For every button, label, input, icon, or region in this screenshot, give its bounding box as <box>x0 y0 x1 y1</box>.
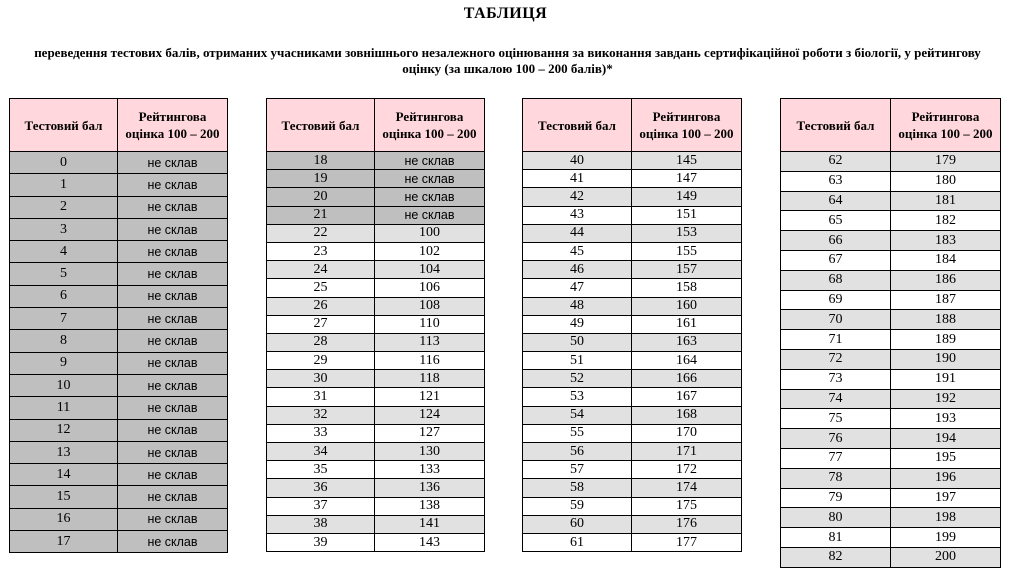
rating-cell: 127 <box>375 424 485 442</box>
header-test-score: Тестовий бал <box>781 99 891 152</box>
table-row <box>10 263 228 285</box>
table-row <box>523 297 742 315</box>
rating-cell: 121 <box>375 388 485 406</box>
table-row <box>781 290 1001 310</box>
table-row <box>10 241 228 263</box>
table-row <box>523 388 742 406</box>
test-score-cell: 60 <box>523 515 632 533</box>
table-row <box>10 196 228 218</box>
test-score-cell: 53 <box>523 388 632 406</box>
test-score-cell: 62 <box>781 152 891 172</box>
test-score-cell: 36 <box>267 479 375 497</box>
table-row <box>267 424 485 442</box>
test-score-cell: 80 <box>781 508 891 528</box>
rating-cell: 118 <box>375 370 485 388</box>
rating-cell: 187 <box>891 290 1001 310</box>
table-row <box>10 218 228 240</box>
rating-cell: 100 <box>375 224 485 242</box>
rating-cell: 145 <box>632 152 742 170</box>
table-row <box>781 528 1001 548</box>
test-score-cell: 2 <box>10 196 118 218</box>
test-score-cell: 78 <box>781 468 891 488</box>
test-score-cell: 81 <box>781 528 891 548</box>
rating-cell: не склав <box>118 419 228 441</box>
table-row <box>267 297 485 315</box>
test-score-cell: 76 <box>781 429 891 449</box>
table-row <box>267 333 485 351</box>
document-title: ТАБЛИЦЯ <box>463 5 548 22</box>
header-test-score: Тестовий бал <box>10 99 118 152</box>
table-row <box>781 231 1001 251</box>
rating-cell: 102 <box>375 242 485 260</box>
table-row <box>523 515 742 533</box>
table-row <box>523 279 742 297</box>
table-row <box>523 533 742 551</box>
test-score-cell: 58 <box>523 479 632 497</box>
rating-cell: не склав <box>118 397 228 419</box>
table-row <box>781 369 1001 389</box>
rating-cell: 110 <box>375 315 485 333</box>
table-row <box>781 270 1001 290</box>
test-score-cell: 32 <box>267 406 375 424</box>
test-score-cell: 74 <box>781 389 891 409</box>
test-score-cell: 61 <box>523 533 632 551</box>
test-score-cell: 12 <box>10 419 118 441</box>
rating-cell: 186 <box>891 270 1001 290</box>
rating-cell: 196 <box>891 468 1001 488</box>
test-score-cell: 38 <box>267 515 375 533</box>
test-score-cell: 4 <box>10 241 118 263</box>
test-score-cell: 24 <box>267 261 375 279</box>
rating-cell: 183 <box>891 231 1001 251</box>
rating-cell: не склав <box>375 206 485 224</box>
table-row <box>267 152 485 170</box>
test-score-cell: 59 <box>523 497 632 515</box>
test-score-cell: 18 <box>267 152 375 170</box>
table-row <box>10 464 228 486</box>
test-score-cell: 29 <box>267 352 375 370</box>
rating-cell: не склав <box>118 308 228 330</box>
test-score-cell: 47 <box>523 279 632 297</box>
table-row <box>10 441 228 463</box>
rating-cell: не склав <box>118 531 228 553</box>
table-row <box>267 206 485 224</box>
table-row <box>10 419 228 441</box>
table-row <box>523 188 742 206</box>
rating-cell: 174 <box>632 479 742 497</box>
table-row <box>523 406 742 424</box>
table-row <box>10 352 228 374</box>
table-row <box>781 547 1001 567</box>
rating-cell: 194 <box>891 429 1001 449</box>
header-test-score: Тестовий бал <box>523 99 632 152</box>
table-row <box>781 250 1001 270</box>
test-score-cell: 34 <box>267 443 375 461</box>
table-row <box>267 479 485 497</box>
rating-cell: не склав <box>118 352 228 374</box>
rating-cell: 166 <box>632 370 742 388</box>
rating-cell: не склав <box>375 170 485 188</box>
table-row <box>523 370 742 388</box>
rating-cell: не склав <box>118 152 228 174</box>
table-row <box>267 242 485 260</box>
test-score-cell: 50 <box>523 333 632 351</box>
header-rating: Рейтингова оцінка 100 – 200 <box>118 99 228 152</box>
rating-cell: не склав <box>118 196 228 218</box>
test-score-cell: 13 <box>10 441 118 463</box>
test-score-cell: 49 <box>523 315 632 333</box>
table-row <box>781 171 1001 191</box>
rating-cell: не склав <box>118 285 228 307</box>
test-score-cell: 25 <box>267 279 375 297</box>
table-row <box>267 497 485 515</box>
test-score-cell: 68 <box>781 270 891 290</box>
test-score-cell: 45 <box>523 242 632 260</box>
rating-cell: 175 <box>632 497 742 515</box>
table-row <box>267 224 485 242</box>
table-row <box>267 370 485 388</box>
test-score-cell: 21 <box>267 206 375 224</box>
test-score-cell: 48 <box>523 297 632 315</box>
test-score-cell: 37 <box>267 497 375 515</box>
test-score-cell: 77 <box>781 448 891 468</box>
table-row <box>267 461 485 479</box>
test-score-cell: 16 <box>10 508 118 530</box>
table-row <box>523 242 742 260</box>
rating-cell: 164 <box>632 352 742 370</box>
rating-cell: не склав <box>118 241 228 263</box>
test-score-cell: 19 <box>267 170 375 188</box>
rating-cell: 180 <box>891 171 1001 191</box>
rating-cell: 199 <box>891 528 1001 548</box>
test-score-cell: 70 <box>781 310 891 330</box>
rating-cell: не склав <box>118 374 228 396</box>
rating-cell: 149 <box>632 188 742 206</box>
rating-cell: 106 <box>375 279 485 297</box>
rating-cell: 170 <box>632 424 742 442</box>
rating-cell: не склав <box>375 188 485 206</box>
test-score-cell: 56 <box>523 443 632 461</box>
table-row <box>10 531 228 553</box>
rating-cell: 116 <box>375 352 485 370</box>
rating-cell: 168 <box>632 406 742 424</box>
rating-cell: 147 <box>632 170 742 188</box>
test-score-cell: 39 <box>267 533 375 551</box>
rating-cell: не склав <box>118 330 228 352</box>
rating-cell: 108 <box>375 297 485 315</box>
rating-cell: 124 <box>375 406 485 424</box>
rating-cell: 184 <box>891 250 1001 270</box>
test-score-cell: 57 <box>523 461 632 479</box>
table-row <box>267 352 485 370</box>
test-score-cell: 27 <box>267 315 375 333</box>
rating-cell: не склав <box>375 152 485 170</box>
table-row <box>10 374 228 396</box>
test-score-cell: 35 <box>267 461 375 479</box>
header-rating: Рейтингова оцінка 100 – 200 <box>375 99 485 152</box>
test-score-cell: 17 <box>10 531 118 553</box>
rating-cell: 158 <box>632 279 742 297</box>
test-score-cell: 23 <box>267 242 375 260</box>
table-row <box>10 330 228 352</box>
test-score-cell: 44 <box>523 224 632 242</box>
rating-cell: 171 <box>632 443 742 461</box>
table-row <box>523 152 742 170</box>
rating-cell: 113 <box>375 333 485 351</box>
rating-cell: 193 <box>891 409 1001 429</box>
table-row <box>523 315 742 333</box>
rating-cell: 181 <box>891 191 1001 211</box>
table-row <box>267 406 485 424</box>
table-row <box>781 508 1001 528</box>
rating-cell: 198 <box>891 508 1001 528</box>
test-score-cell: 67 <box>781 250 891 270</box>
table-row <box>10 174 228 196</box>
rating-cell: 155 <box>632 242 742 260</box>
table-row <box>523 170 742 188</box>
rating-cell: 153 <box>632 224 742 242</box>
test-score-cell: 52 <box>523 370 632 388</box>
test-score-cell: 65 <box>781 211 891 231</box>
table-row <box>10 508 228 530</box>
rating-cell: 163 <box>632 333 742 351</box>
table-row <box>523 261 742 279</box>
rating-cell: не склав <box>118 218 228 240</box>
table-row <box>781 310 1001 330</box>
test-score-cell: 72 <box>781 349 891 369</box>
table-row <box>523 424 742 442</box>
rating-cell: 157 <box>632 261 742 279</box>
rating-cell: 189 <box>891 330 1001 350</box>
rating-cell: 104 <box>375 261 485 279</box>
rating-cell: 179 <box>891 152 1001 172</box>
rating-cell: 138 <box>375 497 485 515</box>
table-row <box>523 461 742 479</box>
header-rating: Рейтингова оцінка 100 – 200 <box>891 99 1001 152</box>
test-score-cell: 3 <box>10 218 118 240</box>
test-score-cell: 40 <box>523 152 632 170</box>
test-score-cell: 6 <box>10 285 118 307</box>
rating-cell: 151 <box>632 206 742 224</box>
test-score-cell: 82 <box>781 547 891 567</box>
table-row <box>267 515 485 533</box>
test-score-cell: 31 <box>267 388 375 406</box>
rating-cell: 177 <box>632 533 742 551</box>
table-row <box>523 443 742 461</box>
document-subtitle: переведення тестових балів, отриманих учасниками зовнішнього незалежного оцінювання за виконання завдань сертифікаційної роботи з біології, у рейтингову оцінку (за шкалою 100 – 200 балів)* <box>34 45 981 76</box>
table-row <box>781 211 1001 231</box>
table-row <box>267 261 485 279</box>
rating-cell: не склав <box>118 464 228 486</box>
table-row <box>267 443 485 461</box>
table-row <box>781 349 1001 369</box>
table-row <box>781 488 1001 508</box>
table-row <box>781 429 1001 449</box>
score-table-1 <box>9 98 228 553</box>
rating-cell: 133 <box>375 461 485 479</box>
table-row <box>781 389 1001 409</box>
test-score-cell: 71 <box>781 330 891 350</box>
table-row <box>523 479 742 497</box>
table-row <box>523 206 742 224</box>
table-row <box>523 352 742 370</box>
test-score-cell: 8 <box>10 330 118 352</box>
test-score-cell: 28 <box>267 333 375 351</box>
table-row <box>781 330 1001 350</box>
test-score-cell: 26 <box>267 297 375 315</box>
rating-cell: 197 <box>891 488 1001 508</box>
table-row <box>781 191 1001 211</box>
table-row <box>267 188 485 206</box>
test-score-cell: 46 <box>523 261 632 279</box>
rating-cell: не склав <box>118 508 228 530</box>
table-row <box>267 279 485 297</box>
test-score-cell: 20 <box>267 188 375 206</box>
table-row <box>267 388 485 406</box>
table-row <box>523 333 742 351</box>
rating-cell: не склав <box>118 263 228 285</box>
test-score-cell: 7 <box>10 308 118 330</box>
test-score-cell: 75 <box>781 409 891 429</box>
test-score-cell: 0 <box>10 152 118 174</box>
test-score-cell: 66 <box>781 231 891 251</box>
rating-cell: 200 <box>891 547 1001 567</box>
test-score-cell: 10 <box>10 374 118 396</box>
rating-cell: 136 <box>375 479 485 497</box>
rating-cell: 141 <box>375 515 485 533</box>
test-score-cell: 55 <box>523 424 632 442</box>
table-row <box>10 308 228 330</box>
table-row <box>523 497 742 515</box>
rating-cell: 176 <box>632 515 742 533</box>
test-score-cell: 41 <box>523 170 632 188</box>
rating-cell: не склав <box>118 174 228 196</box>
test-score-cell: 11 <box>10 397 118 419</box>
test-score-cell: 14 <box>10 464 118 486</box>
rating-cell: 190 <box>891 349 1001 369</box>
header-rating: Рейтингова оцінка 100 – 200 <box>632 99 742 152</box>
test-score-cell: 43 <box>523 206 632 224</box>
table-row <box>781 409 1001 429</box>
rating-cell: 188 <box>891 310 1001 330</box>
test-score-cell: 79 <box>781 488 891 508</box>
rating-cell: 167 <box>632 388 742 406</box>
rating-cell: не склав <box>118 441 228 463</box>
table-row <box>267 170 485 188</box>
score-table-3 <box>522 98 742 552</box>
test-score-cell: 63 <box>781 171 891 191</box>
test-score-cell: 69 <box>781 290 891 310</box>
rating-cell: 143 <box>375 533 485 551</box>
test-score-cell: 1 <box>10 174 118 196</box>
rating-cell: 191 <box>891 369 1001 389</box>
table-row <box>10 152 228 174</box>
rating-cell: 192 <box>891 389 1001 409</box>
test-score-cell: 9 <box>10 352 118 374</box>
table-row <box>267 315 485 333</box>
table-row <box>781 468 1001 488</box>
rating-cell: 130 <box>375 443 485 461</box>
table-row <box>781 448 1001 468</box>
table-row <box>267 533 485 551</box>
rating-cell: не склав <box>118 486 228 508</box>
test-score-cell: 64 <box>781 191 891 211</box>
rating-cell: 195 <box>891 448 1001 468</box>
rating-cell: 161 <box>632 315 742 333</box>
test-score-cell: 42 <box>523 188 632 206</box>
test-score-cell: 33 <box>267 424 375 442</box>
rating-cell: 172 <box>632 461 742 479</box>
table-row <box>10 397 228 419</box>
test-score-cell: 51 <box>523 352 632 370</box>
header-test-score: Тестовий бал <box>267 99 375 152</box>
rating-cell: 182 <box>891 211 1001 231</box>
test-score-cell: 73 <box>781 369 891 389</box>
table-row <box>10 285 228 307</box>
test-score-cell: 22 <box>267 224 375 242</box>
test-score-cell: 54 <box>523 406 632 424</box>
test-score-cell: 5 <box>10 263 118 285</box>
rating-cell: 160 <box>632 297 742 315</box>
table-row <box>10 486 228 508</box>
table-row <box>523 224 742 242</box>
test-score-cell: 15 <box>10 486 118 508</box>
table-row <box>781 152 1001 172</box>
score-table-4 <box>780 98 1001 568</box>
score-table-2 <box>266 98 485 552</box>
test-score-cell: 30 <box>267 370 375 388</box>
